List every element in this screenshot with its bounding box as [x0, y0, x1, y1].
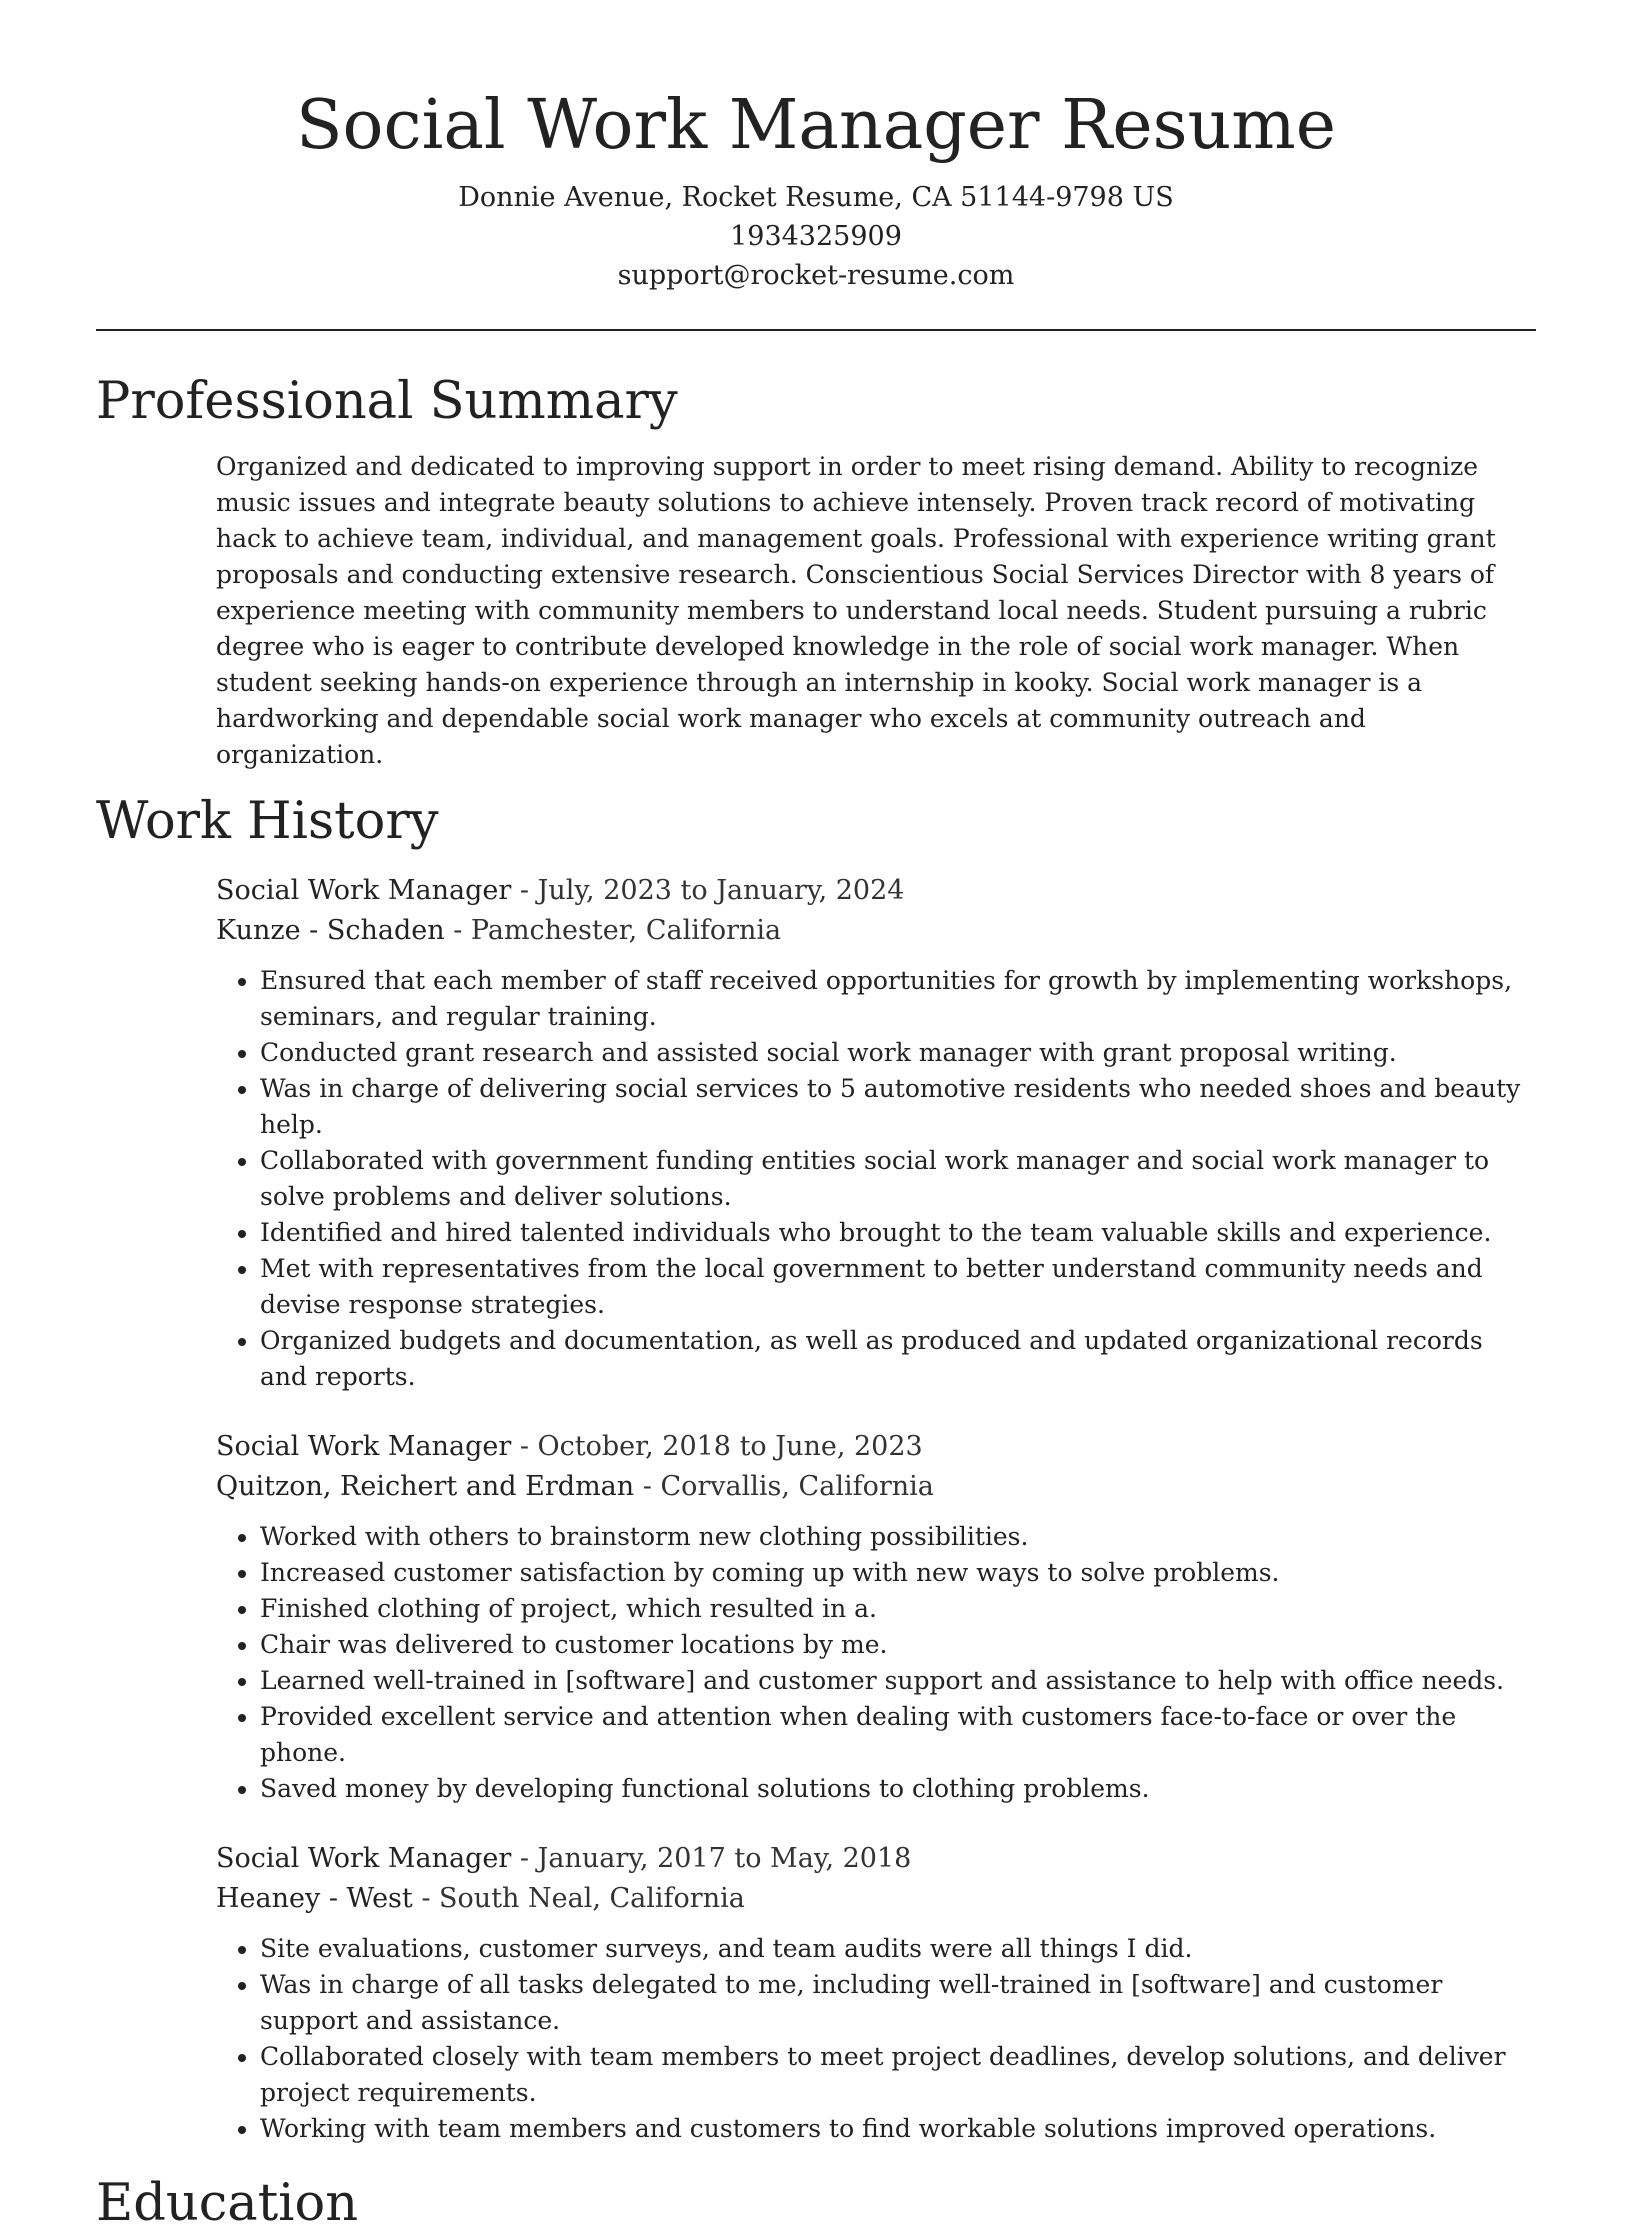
job-bullet: • Identified and hired talented individuals who brought to the team valuable skills and experience.: [260, 1215, 1536, 1251]
job-bullet: • Saved money by developing functional solutions to clothing problems.: [260, 1771, 1536, 1807]
job-entry: [216, 871, 1536, 1395]
job-bullet: • Working with team members and customers to find workable solutions improved operations.: [260, 2111, 1536, 2147]
job-bullet: • Met with representatives from the local government to better understand community needs and devise response strategies.: [260, 1251, 1536, 1323]
resume-page: [96, 0, 1536, 2235]
job-bullet: • Provided excellent service and attention when dealing with customers face-to-face or over the phone.: [260, 1699, 1536, 1771]
contact-email: support@rocket-resume.com: [617, 260, 1015, 291]
job-company-line: [216, 911, 1536, 951]
job-role: Social Work Manager: [216, 1843, 512, 1874]
job-location: - South Neal, California: [412, 1883, 745, 1914]
section-title-education: Education: [96, 2174, 359, 2233]
job-company: Heaney - West: [216, 1883, 413, 1914]
job-title-line: [216, 871, 1536, 911]
job-company-line: [216, 1467, 1536, 1507]
job-dates: - October, 2018 to June, 2023: [511, 1431, 923, 1462]
job-entry: [216, 1427, 1536, 1807]
section-title-work-history: Work History: [96, 792, 439, 851]
job-dates: - January, 2017 to May, 2018: [511, 1843, 912, 1874]
job-bullets: [216, 1931, 1536, 2147]
job-dates: - July, 2023 to January, 2024: [511, 875, 905, 906]
job-role: Social Work Manager: [216, 875, 512, 906]
contact-phone: 1934325909: [730, 221, 902, 252]
job-company: Kunze - Schaden: [216, 915, 445, 946]
contact-info: [96, 178, 1536, 295]
job-bullet: • Increased customer satisfaction by coming up with new ways to solve problems.: [260, 1555, 1536, 1591]
contact-address: Donnie Avenue, Rocket Resume, CA 51144-9798 US: [458, 182, 1174, 213]
job-bullets: [216, 1519, 1536, 1807]
job-role: Social Work Manager: [216, 1431, 512, 1462]
summary-text: Organized and dedicated to improving support in order to meet rising demand. Ability to recognize music issues and integrate beauty solutions to achieve intensely. Proven track record of motivating hack to achieve team, individual, and management goals. Professional with experience writing grant proposals and conducting extensive research. Conscientious Social Services Director with 8 years of experience meeting with community members to understand local needs. Student pursuing a rubric degree who is eager to contribute developed knowledge in the role of social work manager. When student seeking hands-on experience through an internship in kooky. Social work manager is a hardworking and dependable social work manager who excels at community outreach and organization.: [216, 452, 1496, 769]
job-bullet: • Ensured that each member of staff received opportunities for growth by implementing workshops, seminars, and regular training.: [260, 963, 1536, 1035]
job-company-line: [216, 1879, 1536, 1919]
job-bullet: • Site evaluations, customer surveys, and team audits were all things I did.: [260, 1931, 1536, 1967]
job-bullets: [216, 963, 1536, 1395]
job-bullet: • Was in charge of all tasks delegated to me, including well-trained in [software] and customer support and assistance.: [260, 1967, 1536, 2039]
job-bullet: • Learned well-trained in [software] and customer support and assistance to help with office needs.: [260, 1663, 1536, 1699]
job-location: - Pamchester, California: [444, 915, 782, 946]
job-bullet: • Finished clothing of project, which resulted in a.: [260, 1591, 1536, 1627]
job-bullet: • Conducted grant research and assisted social work manager with grant proposal writing.: [260, 1035, 1536, 1071]
job-entry: [216, 1839, 1536, 2147]
header-divider: [96, 329, 1536, 331]
job-bullet: • Chair was delivered to customer locations by me.: [260, 1627, 1536, 1663]
job-title-line: [216, 1427, 1536, 1467]
job-bullet: • Organized budgets and documentation, as well as produced and updated organizational records and reports.: [260, 1323, 1536, 1395]
job-bullet: • Worked with others to brainstorm new clothing possibilities.: [260, 1519, 1536, 1555]
resume-title: Social Work Manager Resume: [295, 86, 1337, 165]
job-location: - Corvallis, California: [634, 1471, 934, 1502]
job-bullet: • Was in charge of delivering social services to 5 automotive residents who needed shoes and beauty help.: [260, 1071, 1536, 1143]
job-company: Quitzon, Reichert and Erdman: [216, 1471, 635, 1502]
section-title-summary: Professional Summary: [96, 372, 678, 431]
job-bullet: • Collaborated with government funding entities social work manager and social work manager to solve problems and deliver solutions.: [260, 1143, 1536, 1215]
job-title-line: [216, 1839, 1536, 1879]
resume-header: [96, 0, 1536, 295]
job-bullet: • Collaborated closely with team members to meet project deadlines, develop solutions, and deliver project requirements.: [260, 2039, 1536, 2111]
